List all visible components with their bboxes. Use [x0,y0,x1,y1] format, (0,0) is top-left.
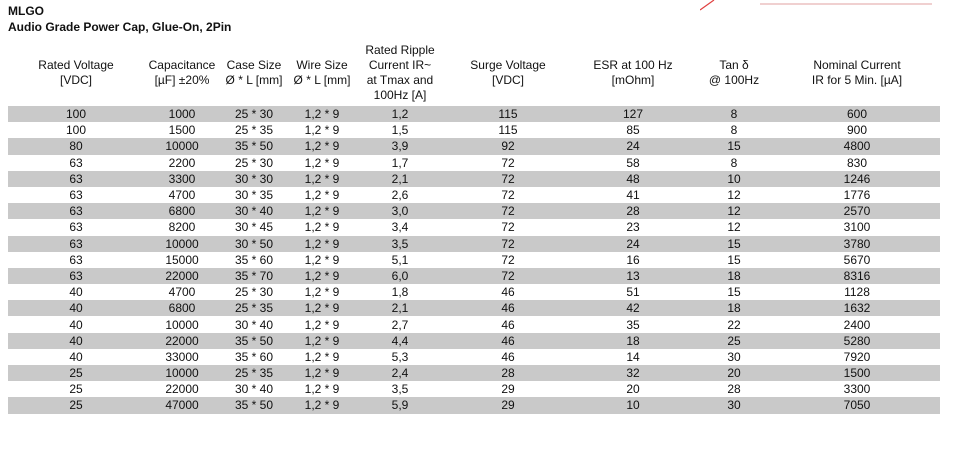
cell-wire-size: 1,2 * 9 [288,397,356,413]
cell-surge-voltage: 46 [444,316,572,332]
cell-esr: 24 [572,138,694,154]
cell-nominal-current: 2570 [774,203,940,219]
cell-rated-voltage: 25 [8,397,144,413]
cell-ripple-current: 3,4 [356,219,444,235]
cell-nominal-current: 1128 [774,284,940,300]
cell-case-size: 30 * 35 [220,187,288,203]
cell-esr: 127 [572,106,694,122]
cell-tan-delta: 15 [694,138,774,154]
cell-rated-voltage: 63 [8,155,144,171]
cell-wire-size: 1,2 * 9 [288,138,356,154]
cell-rated-voltage: 25 [8,365,144,381]
cell-case-size: 25 * 30 [220,155,288,171]
cell-case-size: 35 * 50 [220,397,288,413]
cell-capacitance: 4700 [144,187,220,203]
cell-rated-voltage: 40 [8,284,144,300]
cell-tan-delta: 22 [694,316,774,332]
cell-esr: 16 [572,252,694,268]
header-tan-delta: Tan δ @ 100Hz [708,58,760,87]
cell-wire-size: 1,2 * 9 [288,236,356,252]
cell-surge-voltage: 29 [444,381,572,397]
cell-ripple-current: 2,4 [356,365,444,381]
cell-wire-size: 1,2 * 9 [288,203,356,219]
cell-nominal-current: 3300 [774,381,940,397]
cell-tan-delta: 18 [694,268,774,284]
table-row [8,252,940,268]
header-case-size: Case Size Ø * L [mm] [225,58,283,87]
cell-rated-voltage: 40 [8,349,144,365]
cell-case-size: 25 * 35 [220,300,288,316]
cell-capacitance: 22000 [144,381,220,397]
cell-nominal-current: 1776 [774,187,940,203]
cell-rated-voltage: 40 [8,333,144,349]
cell-ripple-current: 5,3 [356,349,444,365]
cell-case-size: 35 * 60 [220,252,288,268]
cell-esr: 58 [572,155,694,171]
cell-tan-delta: 25 [694,333,774,349]
cell-ripple-current: 5,9 [356,397,444,413]
cell-case-size: 25 * 30 [220,284,288,300]
cell-wire-size: 1,2 * 9 [288,106,356,122]
header-capacitance: Capacitance [µF] ±20% [148,58,216,87]
cell-capacitance: 2200 [144,155,220,171]
cell-wire-size: 1,2 * 9 [288,316,356,332]
cell-capacitance: 33000 [144,349,220,365]
table-row [8,268,940,284]
cell-case-size: 35 * 50 [220,333,288,349]
cell-esr: 42 [572,300,694,316]
cell-wire-size: 1,2 * 9 [288,171,356,187]
cell-ripple-current: 3,5 [356,381,444,397]
cell-nominal-current: 5670 [774,252,940,268]
cell-tan-delta: 18 [694,300,774,316]
table-row [8,155,940,171]
cell-capacitance: 22000 [144,268,220,284]
cell-nominal-current: 830 [774,155,940,171]
table-row [8,381,940,397]
cell-nominal-current: 1632 [774,300,940,316]
cell-ripple-current: 1,7 [356,155,444,171]
table-row [8,316,940,332]
cell-surge-voltage: 29 [444,397,572,413]
cell-wire-size: 1,2 * 9 [288,219,356,235]
cell-surge-voltage: 28 [444,365,572,381]
cell-capacitance: 10000 [144,236,220,252]
cell-surge-voltage: 72 [444,203,572,219]
cell-nominal-current: 5280 [774,333,940,349]
cell-rated-voltage: 40 [8,300,144,316]
cell-esr: 10 [572,397,694,413]
cell-ripple-current: 2,1 [356,171,444,187]
cell-tan-delta: 12 [694,203,774,219]
table-row [8,349,940,365]
cell-esr: 51 [572,284,694,300]
table-row [8,203,940,219]
cell-case-size: 30 * 45 [220,219,288,235]
cell-capacitance: 22000 [144,333,220,349]
table-row [8,333,940,349]
cell-capacitance: 1000 [144,106,220,122]
cell-ripple-current: 1,8 [356,284,444,300]
cell-surge-voltage: 72 [444,187,572,203]
cell-ripple-current: 4,4 [356,333,444,349]
cell-surge-voltage: 46 [444,333,572,349]
cell-surge-voltage: 72 [444,268,572,284]
cell-ripple-current: 2,7 [356,316,444,332]
table-row [8,187,940,203]
cell-ripple-current: 5,1 [356,252,444,268]
cell-case-size: 30 * 40 [220,203,288,219]
header-surge-voltage: Surge Voltage [VDC] [470,58,546,87]
cell-tan-delta: 15 [694,284,774,300]
cell-case-size: 35 * 60 [220,349,288,365]
cell-nominal-current: 3100 [774,219,940,235]
cell-esr: 35 [572,316,694,332]
cell-surge-voltage: 115 [444,106,572,122]
cell-surge-voltage: 46 [444,349,572,365]
cell-tan-delta: 8 [694,106,774,122]
header-nominal-current: Nominal Current IR for 5 Min. [µA] [811,58,903,87]
cell-nominal-current: 4800 [774,138,940,154]
cell-case-size: 25 * 30 [220,106,288,122]
cell-tan-delta: 8 [694,122,774,138]
cell-rated-voltage: 63 [8,187,144,203]
document-header [8,3,231,35]
cell-case-size: 30 * 30 [220,171,288,187]
cell-esr: 85 [572,122,694,138]
cell-rated-voltage: 63 [8,171,144,187]
cell-rated-voltage: 100 [8,122,144,138]
cell-capacitance: 15000 [144,252,220,268]
cell-esr: 23 [572,219,694,235]
cell-capacitance: 8200 [144,219,220,235]
cell-case-size: 30 * 40 [220,316,288,332]
cell-capacitance: 10000 [144,138,220,154]
cell-surge-voltage: 115 [444,122,572,138]
cell-rated-voltage: 63 [8,203,144,219]
cell-wire-size: 1,2 * 9 [288,122,356,138]
cell-surge-voltage: 92 [444,138,572,154]
cell-esr: 48 [572,171,694,187]
cell-tan-delta: 30 [694,349,774,365]
cell-tan-delta: 12 [694,219,774,235]
cell-capacitance: 10000 [144,365,220,381]
cell-rated-voltage: 63 [8,252,144,268]
cell-capacitance: 4700 [144,284,220,300]
cell-esr: 32 [572,365,694,381]
table-row [8,106,940,122]
red-accent-line [700,0,714,10]
cell-wire-size: 1,2 * 9 [288,284,356,300]
cell-ripple-current: 3,5 [356,236,444,252]
cell-esr: 13 [572,268,694,284]
header-ripple-current: Rated Ripple Current IR~ at Tmax and 100Hz [A] [365,43,435,102]
cell-rated-voltage: 63 [8,219,144,235]
cell-surge-voltage: 46 [444,284,572,300]
series-subtitle: Audio Grade Power Cap, Glue-On, 2Pin [8,20,232,34]
cell-esr: 20 [572,381,694,397]
cell-rated-voltage: 63 [8,268,144,284]
cell-wire-size: 1,2 * 9 [288,300,356,316]
cell-esr: 28 [572,203,694,219]
cell-nominal-current: 3780 [774,236,940,252]
table-row [8,365,940,381]
cell-esr: 24 [572,236,694,252]
cell-tan-delta: 15 [694,252,774,268]
cell-tan-delta: 28 [694,381,774,397]
cell-wire-size: 1,2 * 9 [288,349,356,365]
cell-tan-delta: 20 [694,365,774,381]
table-row [8,171,940,187]
cell-ripple-current: 2,6 [356,187,444,203]
cell-rated-voltage: 40 [8,316,144,332]
cell-capacitance: 47000 [144,397,220,413]
corner-decoration [700,0,960,14]
cell-ripple-current: 3,0 [356,203,444,219]
cell-nominal-current: 7050 [774,397,940,413]
table-row [8,122,940,138]
header-rated-voltage: Rated Voltage [VDC] [38,58,114,87]
cell-ripple-current: 1,2 [356,106,444,122]
table-row [8,236,940,252]
cell-surge-voltage: 46 [444,300,572,316]
cell-esr: 18 [572,333,694,349]
table-row [8,284,940,300]
cell-ripple-current: 1,5 [356,122,444,138]
cell-capacitance: 6800 [144,300,220,316]
cell-esr: 41 [572,187,694,203]
cell-wire-size: 1,2 * 9 [288,252,356,268]
cell-case-size: 25 * 35 [220,122,288,138]
table-header-row [8,40,940,106]
cell-wire-size: 1,2 * 9 [288,381,356,397]
cell-rated-voltage: 80 [8,138,144,154]
cell-rated-voltage: 25 [8,381,144,397]
cell-wire-size: 1,2 * 9 [288,268,356,284]
cell-rated-voltage: 100 [8,106,144,122]
table-row [8,300,940,316]
table-row [8,138,940,154]
cell-nominal-current: 900 [774,122,940,138]
cell-wire-size: 1,2 * 9 [288,155,356,171]
cell-capacitance: 6800 [144,203,220,219]
cell-wire-size: 1,2 * 9 [288,187,356,203]
cell-case-size: 25 * 35 [220,365,288,381]
cell-tan-delta: 15 [694,236,774,252]
cell-capacitance: 3300 [144,171,220,187]
cell-case-size: 35 * 70 [220,268,288,284]
cell-wire-size: 1,2 * 9 [288,333,356,349]
cell-nominal-current: 600 [774,106,940,122]
cell-nominal-current: 7920 [774,349,940,365]
cell-surge-voltage: 72 [444,236,572,252]
cell-ripple-current: 3,9 [356,138,444,154]
cell-case-size: 30 * 40 [220,381,288,397]
cell-surge-voltage: 72 [444,219,572,235]
cell-ripple-current: 2,1 [356,300,444,316]
cell-capacitance: 10000 [144,316,220,332]
cell-ripple-current: 6,0 [356,268,444,284]
capacitor-spec-table [8,40,940,414]
cell-surge-voltage: 72 [444,252,572,268]
cell-nominal-current: 1246 [774,171,940,187]
cell-case-size: 30 * 50 [220,236,288,252]
table-row [8,219,940,235]
cell-wire-size: 1,2 * 9 [288,365,356,381]
cell-rated-voltage: 63 [8,236,144,252]
cell-tan-delta: 10 [694,171,774,187]
cell-nominal-current: 8316 [774,268,940,284]
cell-surge-voltage: 72 [444,155,572,171]
cell-case-size: 35 * 50 [220,138,288,154]
cell-tan-delta: 30 [694,397,774,413]
header-esr: ESR at 100 Hz [mOhm] [593,58,673,87]
cell-nominal-current: 2400 [774,316,940,332]
cell-esr: 14 [572,349,694,365]
cell-tan-delta: 8 [694,155,774,171]
table-body [8,106,940,414]
cell-surge-voltage: 72 [444,171,572,187]
table-row [8,397,940,413]
cell-capacitance: 1500 [144,122,220,138]
cell-nominal-current: 1500 [774,365,940,381]
header-wire-size: Wire Size Ø * L [mm] [293,58,351,87]
series-title: MLGO [8,4,44,18]
cell-tan-delta: 12 [694,187,774,203]
